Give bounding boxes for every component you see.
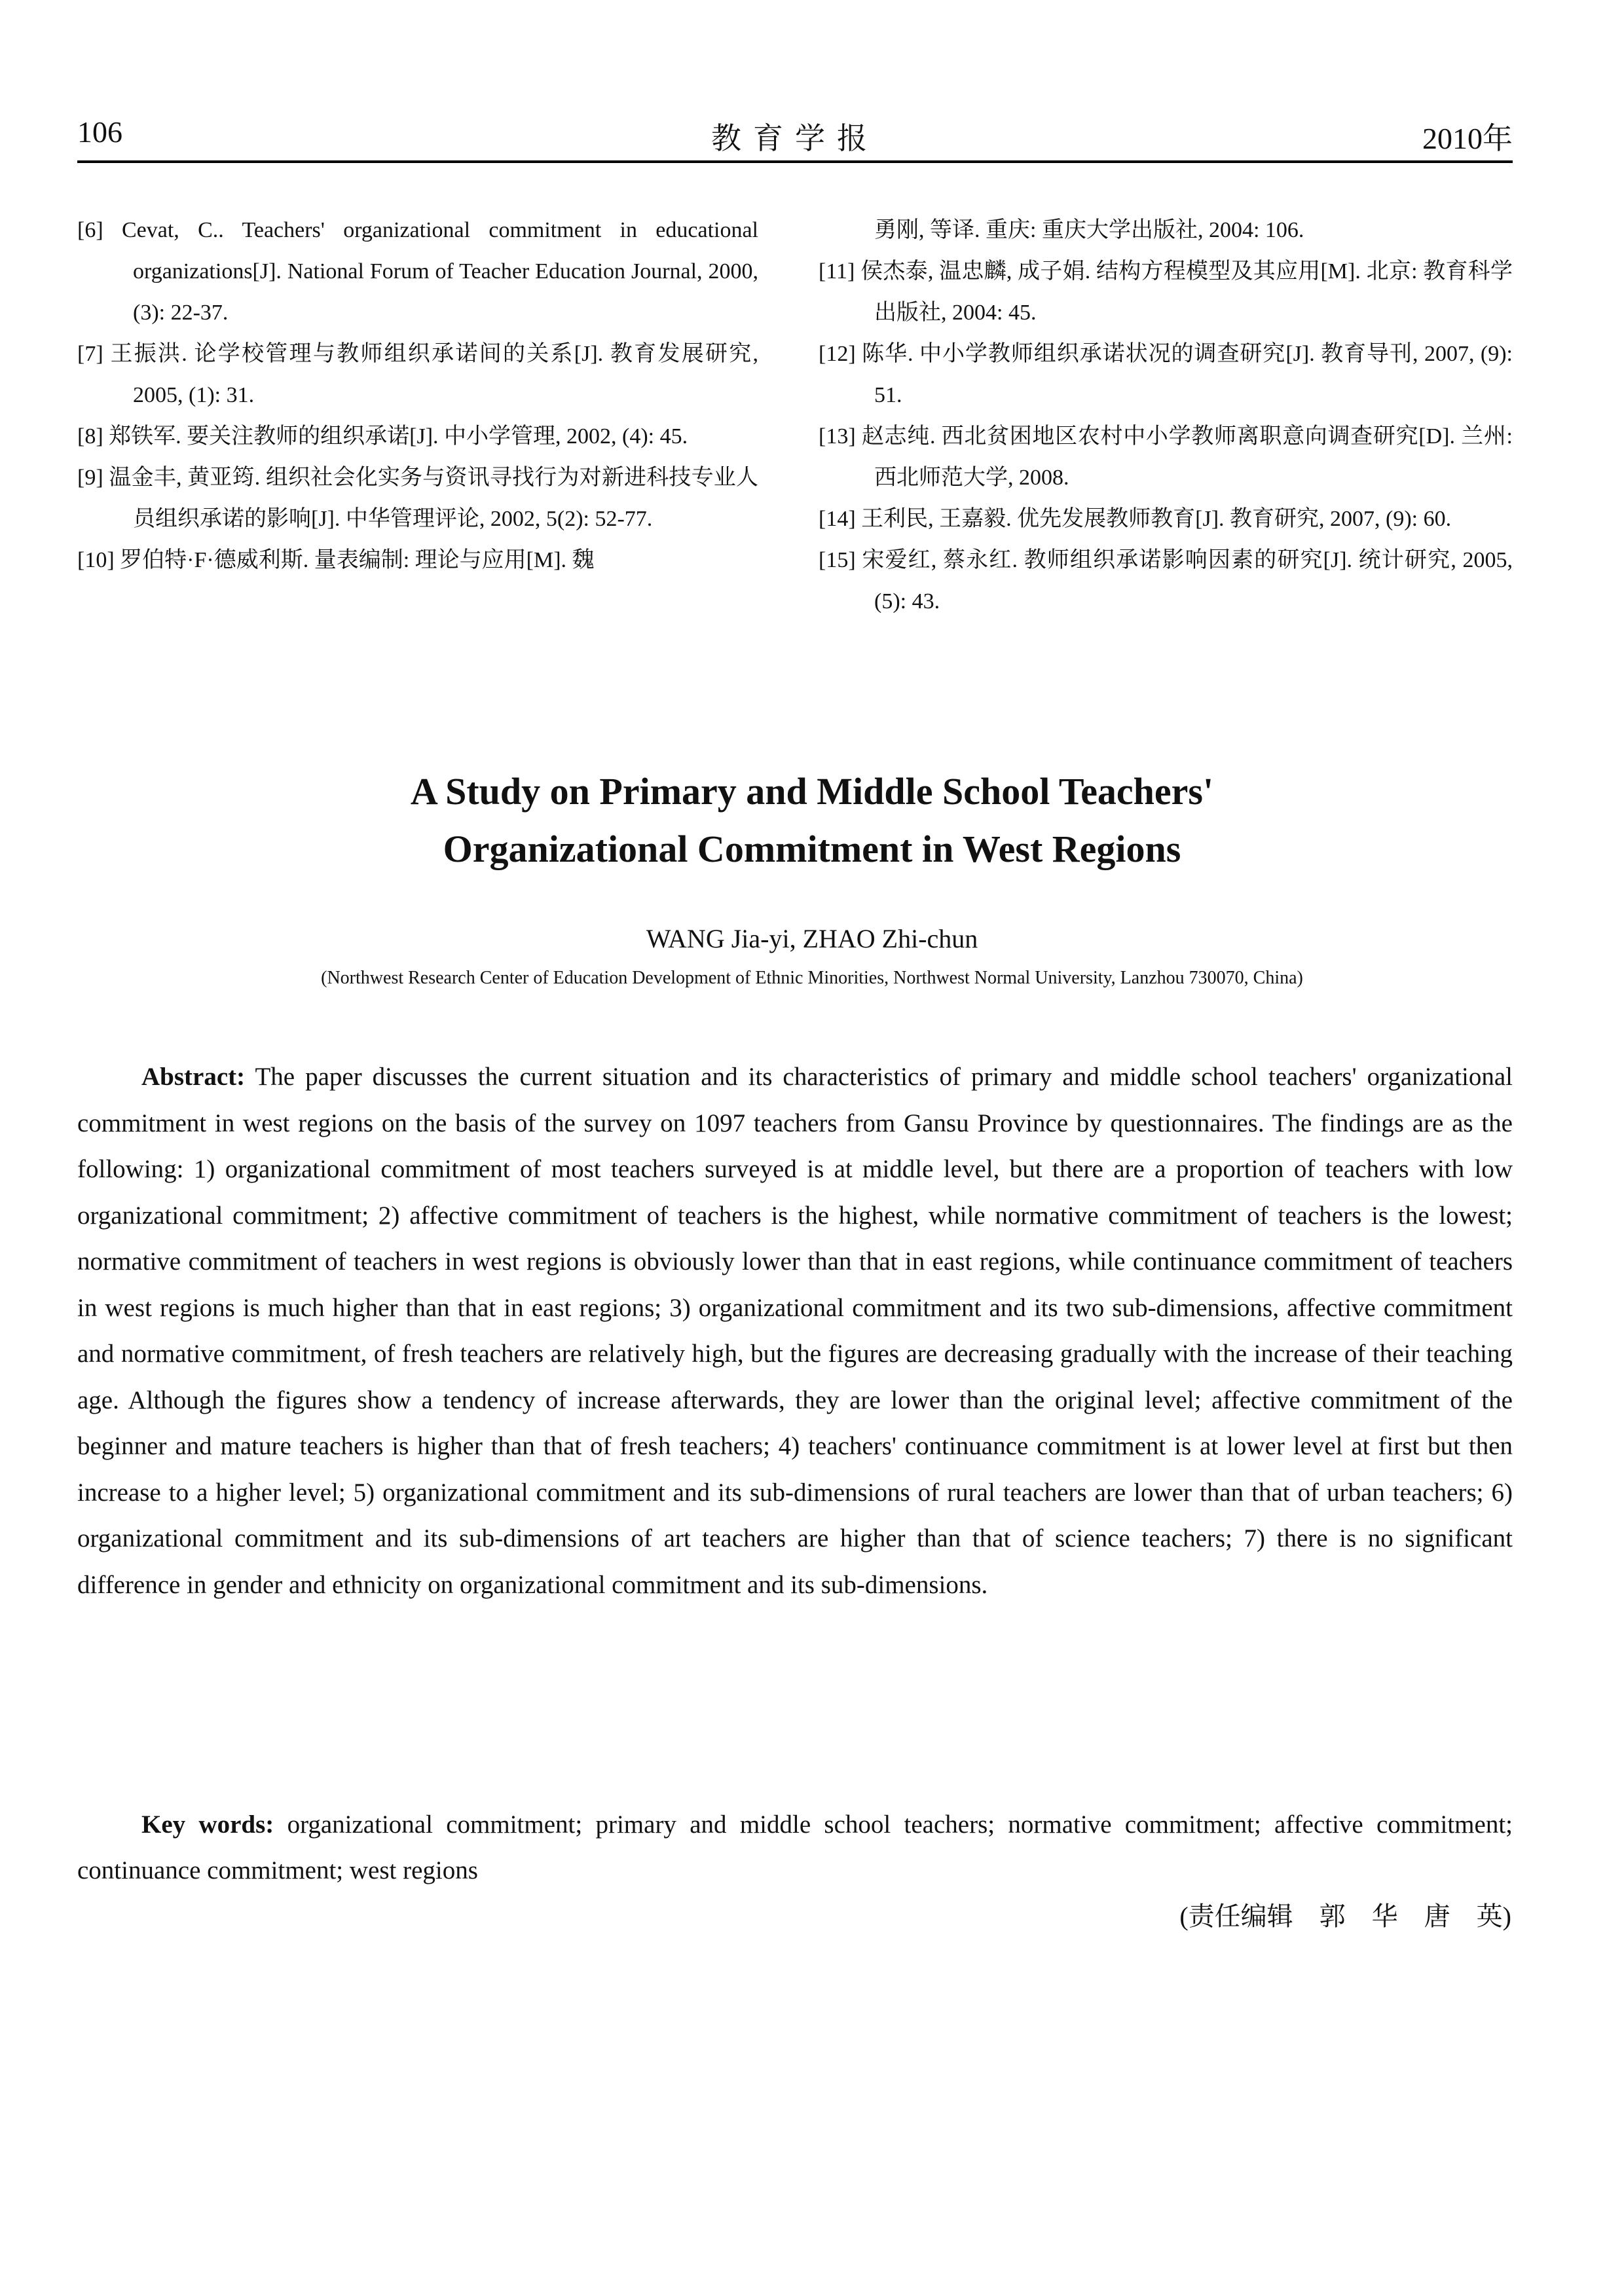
journal-name: 教育学报 — [711, 122, 879, 155]
reference-number: [10] — [77, 548, 115, 572]
reference-text: 陈华. 中小学教师组织承诺状况的调查研究[J]. 教育导刊, 2007, (9): 51. — [862, 342, 1513, 407]
article-title-line-1: A Study on Primary and Middle School Teachers' — [410, 770, 1214, 813]
reference-text: 温金丰, 黄亚筠. 组织社会化实务与资讯寻找行为对新进科技专业人员组织承诺的影响[J]. 中华管理评论, 2002, 5(2): 52-77. — [109, 466, 759, 531]
references-right-column — [819, 210, 1513, 622]
reference-number: [7] — [77, 342, 103, 366]
reference-item-continued — [819, 210, 1513, 251]
keywords-label: Key words: — [141, 1810, 274, 1839]
article-title-line-2: Organizational Commitment in West Regions — [443, 828, 1181, 870]
reference-item — [77, 416, 758, 457]
page-number: 106 — [77, 115, 122, 149]
reference-item — [77, 457, 758, 540]
reference-text: 勇刚, 等译. 重庆: 重庆大学出版社, 2004: 106. — [874, 218, 1304, 242]
keywords — [77, 1802, 1513, 1894]
publication-year: 2010年 — [1422, 122, 1513, 155]
reference-number: [11] — [819, 259, 855, 284]
reference-text: 罗伯特·F·德威利斯. 量表编制: 理论与应用[M]. 魏 — [120, 548, 595, 572]
reference-item — [819, 333, 1513, 416]
page-header — [77, 115, 1513, 160]
article-title — [0, 763, 1624, 878]
reference-item — [819, 498, 1513, 540]
header-rule — [77, 160, 1513, 163]
reference-item — [77, 540, 758, 581]
article-authors: WANG Jia-yi, ZHAO Zhi-chun — [646, 924, 978, 953]
reference-number: [14] — [819, 507, 856, 531]
reference-number: [9] — [77, 466, 103, 490]
reference-text: 侯杰泰, 温忠麟, 成子娟. 结构方程模型及其应用[M]. 北京: 教育科学出版社, 2004: 45. — [860, 259, 1513, 325]
author-affiliation: (Northwest Research Center of Education Development of Ethnic Minorities, Northwest Normal University, Lanzhou 730070, China) — [321, 968, 1303, 988]
reference-text: 郑铁军. 要关注教师的组织承诺[J]. 中小学管理, 2002, (4): 45. — [109, 424, 688, 449]
reference-text: 王振洪. 论学校管理与教师组织承诺间的关系[J]. 教育发展研究, 2005, (1): 31. — [110, 342, 759, 407]
reference-item — [77, 210, 758, 333]
abstract-text: The paper discusses the current situation and its characteristics of primary and middle school teachers' organizational commitment in west regions on the basis of the survey on 1097 teachers from Gansu Province by questionnaires. The findings are as the following: 1) organizational commitment of most teachers surveyed is at middle level, but there are a proportion of teachers with low organizational commitment; 2) affective commitment of teachers is the highest, while normative commitment of teachers is the lowest; normative commitment of teachers in west regions is obviously lower than that in east regions, while continuance commitment of teachers in west regions is much higher than that in east regions; 3) organizational commitment and its two sub-dimensions, affective commitment and normative commitment, of fresh teachers are relatively high, but the figures are decreasing gradually with the increase of their teaching age. Although the figures show a tendency of increase afterwards, they are lower than the original level; affective commitment of the beginner and mature teachers is higher than that of fresh teachers; 4) teachers' continuance commitment is at lower level at first but then increase to a higher level; 5) organizational commitment and its sub-dimensions of rural teachers are lower than that of urban teachers; 6) organizational commitment and its sub-dimensions of art teachers are higher than that of science teachers; 7) there is no significant difference in gender and ethnicity on organizational commitment and its sub-dimensions. — [77, 1063, 1513, 1599]
reference-text: 王利民, 王嘉毅. 优先发展教师教育[J]. 教育研究, 2007, (9): 60. — [861, 507, 1452, 531]
keywords-text: organizational commitment; primary and middle school teachers; normative commitment; affective commitment; continuance commitment; west regions — [77, 1810, 1513, 1884]
abstract-label: Abstract: — [141, 1063, 246, 1091]
reference-number: [15] — [819, 548, 856, 572]
reference-number: [8] — [77, 424, 103, 449]
reference-text: 宋爱红, 蔡永红. 教师组织承诺影响因素的研究[J]. 统计研究, 2005, (5): 43. — [862, 548, 1513, 614]
reference-number: [12] — [819, 342, 856, 366]
reference-number: [13] — [819, 424, 856, 449]
reference-item — [819, 251, 1513, 333]
abstract — [77, 1054, 1513, 1608]
reference-item — [819, 416, 1513, 498]
references-left-column — [77, 210, 758, 581]
reference-number: [6] — [77, 218, 103, 242]
reference-item — [819, 540, 1513, 622]
reference-text: Cevat, C.. Teachers' organizational commitment in educational organizations[J]. National Forum of Teacher Education Journal, 2000, (3): 22-37. — [121, 218, 759, 325]
reference-item — [77, 333, 758, 416]
responsible-editor-note: (责任编辑 郭 华 唐 英) — [1179, 1901, 1511, 1931]
reference-text: 赵志纯. 西北贫困地区农村中小学教师离职意向调查研究[D]. 兰州: 西北师范大学, 2008. — [861, 424, 1513, 490]
